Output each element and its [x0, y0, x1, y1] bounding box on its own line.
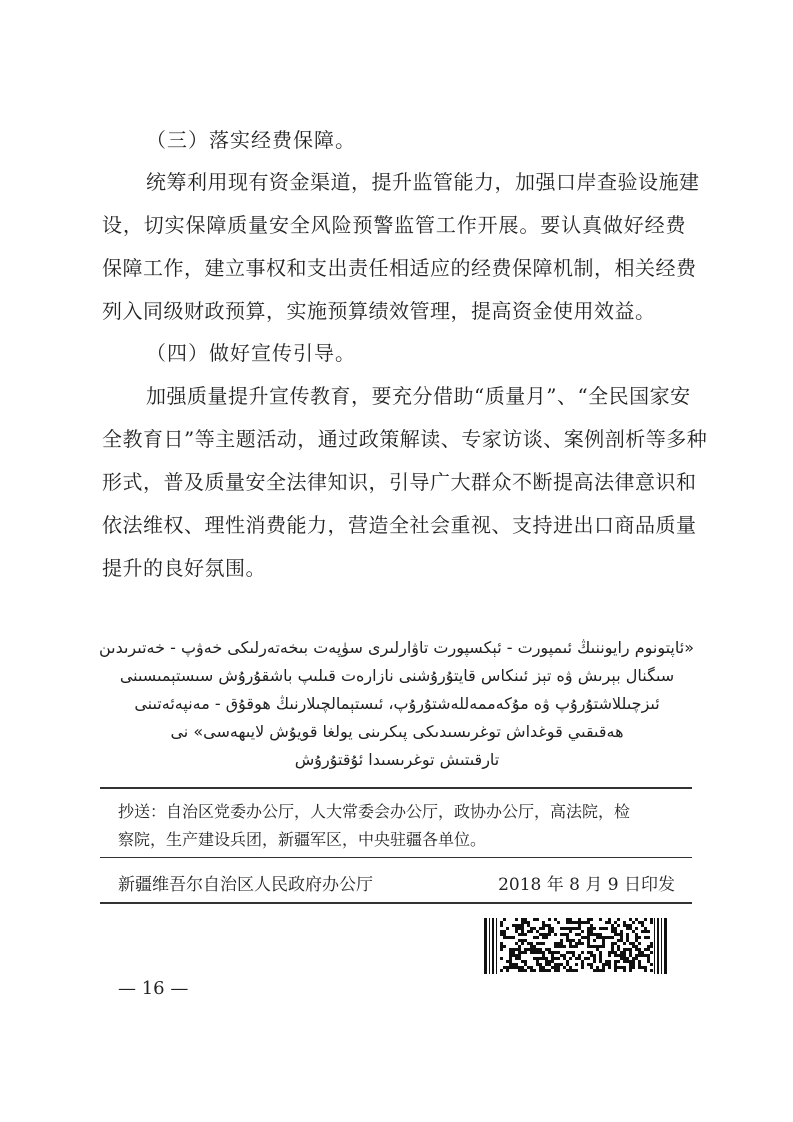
section-heading-4: （四）做好宣传引导。: [146, 341, 356, 365]
issue-date: 2018 年 8 月 9 日印发: [498, 875, 675, 895]
uyghur-title-line: تارقىتىش توغرىسىدا ئۇقتۇرۇش: [294, 750, 500, 769]
paragraph-line: 统筹利用现有资金渠道，提升监管能力，加强口岸查验设施建: [146, 170, 700, 194]
paragraph-line: 设，切实保障质量安全风险预警监管工作开展。要认真做好经费: [102, 213, 686, 237]
uyghur-title-line: سىگنال بېرىش ۋە تېز ئىنكاس قايتۇرۇشنى نازارەت قىلىپ باشقۇرۇش سىستېمىسىنى: [119, 666, 675, 685]
paragraph-line: 形式，普及质量安全法律知识，引导广大群众不断提高法律意识和: [102, 470, 697, 494]
section-heading-3: （三）落实经费保障。: [146, 128, 356, 152]
cc-line: 抄送：自治区党委办公厅，人大常委会办公厅，政协办公厅，高法院，检: [118, 802, 631, 821]
issuing-office: 新疆维吾尔自治区人民政府办公厅: [118, 875, 373, 895]
paragraph-line: 列入同级财政预算，实施预算绩效管理，提高资金使用效益。: [102, 299, 656, 323]
uyghur-title-line: «ئاپتونوم رايوننىڭ ئىمپورت - ئېكسپورت تاۋارلىرى سۈپەت بىخەتەرلىكى خەۋپ - خەتىرىدىن: [98, 638, 694, 657]
barcode-graphic: [482, 918, 672, 974]
cc-line: 察院，生产建设兵团，新疆军区，中央驻疆各单位。: [118, 830, 487, 849]
paragraph-line: 全教育日”等主题活动，通过政策解读、专家访谈、案例剖析等多种: [102, 427, 708, 451]
paragraph-line: 加强质量提升宣传教育，要充分借助“质量月”、“全民国家安: [146, 384, 691, 408]
paragraph-line: 提升的良好氛围。: [102, 556, 266, 580]
page-number: — 16 —: [118, 978, 189, 999]
uyghur-title-line: ھەقىقىي قوغداش توغرىسىدىكى پىكرىنى يولغا قويۇش لايىھەسى» نى: [170, 722, 624, 741]
middle-divider: [100, 857, 692, 858]
barcode: [482, 918, 672, 974]
paragraph-line: 保障工作，建立事权和支出责任相适应的经费保障机制，相关经费: [102, 256, 697, 280]
paragraph-line: 依法维权、理性消费能力，营造全社会重视、支持进出口商品质量: [102, 513, 697, 537]
uyghur-title-line: ئىزچىللاشتۇرۇپ ۋە مۇكەممەللەشتۇرۇپ، ئىستېمالچىلارنىڭ ھوقۇق - مەنپەئەتىنى: [134, 694, 660, 713]
top-divider: [100, 787, 692, 789]
bottom-divider: [100, 902, 692, 904]
